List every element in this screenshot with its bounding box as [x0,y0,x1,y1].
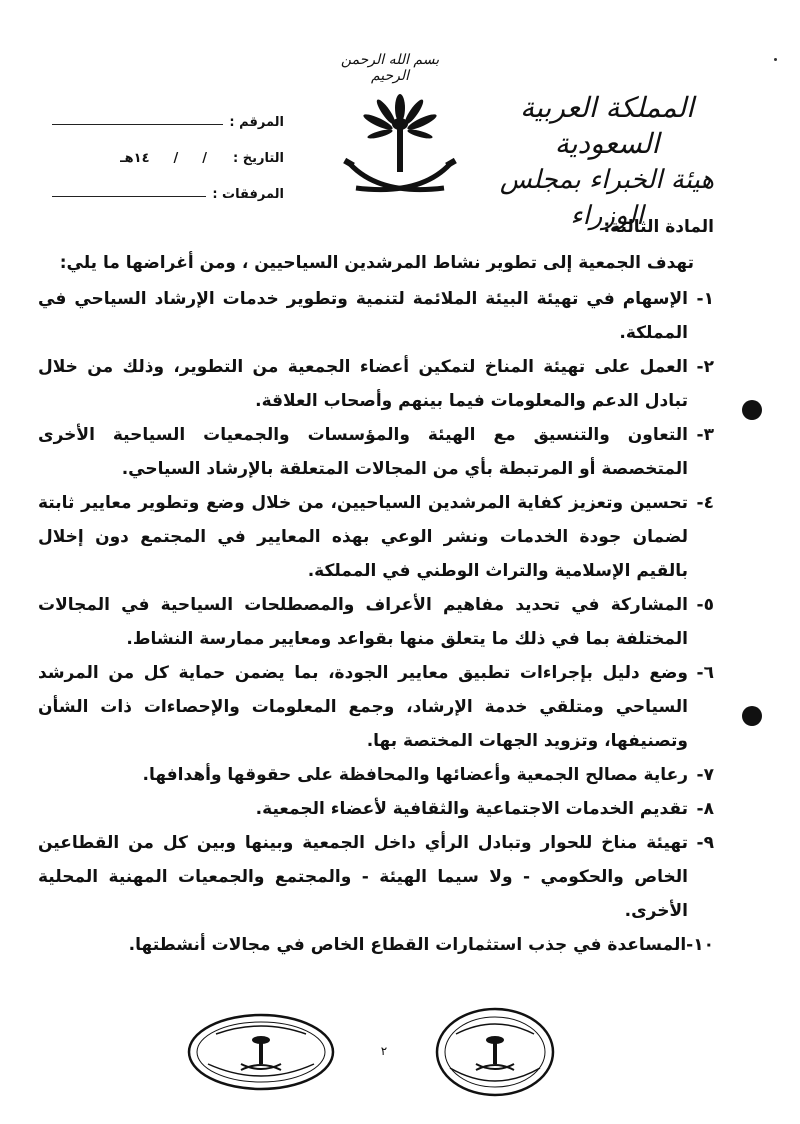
list-item [38,588,714,656]
item-text: المشاركة في تحديد مفاهيم الأعراف والمصطلحات السياحية في المجالات المختلفة بما في ذلك ما يتعلق منها بقواعد ومعايير ممارسة النشاط. [38,595,688,649]
item-text: رعاية مصالح الجمعية وأعضائها والمحافظة على حقوقها وأهدافها. [142,765,688,785]
date-separator: / [202,151,208,166]
attachments-label: المرفقات : [212,187,284,202]
council-secretariat-seal-icon [434,1006,556,1098]
date-slots [120,151,227,166]
list-item [38,758,714,792]
reference-label: المرقم : [229,115,284,130]
basmala: بسم الله الرحمن الرحيم [340,52,440,84]
experts-commission-seal-icon [186,1012,336,1092]
item-text: المساعدة في جذب استثمارات القطاع الخاص في مجالات أنشطتها. [128,935,687,955]
list-item [38,350,714,418]
item-number: ٨- [696,799,714,819]
item-number: ١٠- [686,935,714,955]
list-item [38,486,714,588]
reference-row [52,94,284,130]
date-label: التاريخ : [233,151,284,166]
item-number: ٧- [696,765,714,785]
attachments-row [52,166,284,202]
authority-name: هيئة الخبراء بمجلس الوزراء [499,165,715,231]
item-text: وضع دليل بإجراءات تطبيق معايير الجودة، بما يضمن حماية كل من المرشد السياحي ومتلقي خدمة الإرشاد، وجمع المعلومات والإحصاءات ذات الشأن وتصنيفها، وتزويد الجهات المختصة بها. [38,663,688,751]
page-number: ٢ [380,1044,388,1058]
list-item [38,656,714,758]
kingdom-name: المملكة العربية السعودية [520,91,694,160]
item-text: تحسين وتعزيز كفاية المرشدين السياحيين، من خلال وضع وتطوير معايير ثابتة لضمان جودة الخدمات ونشر الوعي بهذه المعايير في المجتمع دون إخلال بالقيم الإسلامية والتراث الوطني في المملكة. [38,493,688,581]
date-hijri-suffix: ١٤هـ [120,151,150,166]
list-item [38,826,714,928]
article-intro: تهدف الجمعية إلى تطوير نشاط المرشدين السياحيين ، ومن أغراضها ما يلي: [59,253,694,273]
item-text: الإسهام في تهيئة البيئة الملائمة لتنمية وتطوير خدمات الإرشاد السياحي في المملكة. [38,289,688,343]
item-text: التعاون والتنسيق مع الهيئة والمؤسسات والجمعيات السياحية الأخرى المتخصصة أو المرتبطة بأي من المجالات المتعلقة بالإرشاد السياحي. [38,425,688,479]
date-separator: / [173,151,179,166]
item-number: ٤- [696,493,714,513]
article-title: المادة الثالثة: [603,217,714,237]
item-text: تقديم الخدمات الاجتماعية والثقافية لأعضاء الجمعية. [255,799,688,819]
list-item [38,418,714,486]
item-number: ٣- [696,425,714,445]
list-item [38,282,714,350]
reference-line [52,123,223,125]
item-text: تهيئة مناخ للحوار وتبادل الرأي داخل الجمعية وبينها وبين كل من القطاعين الخاص والحكومي - ولا سيما الهيئة - والمجتمع والجمعيات المهنية المحلية الأخرى. [38,833,688,921]
list-item [38,928,714,962]
item-number: ٩- [696,833,714,853]
item-text: العمل على تهيئة المناخ لتمكين أعضاء الجمعية من التطوير، وذلك من خلال تبادل الدعم والمعلومات فيما بينهم وأصحاب العلاقة. [38,357,688,411]
date-row [52,130,284,166]
objectives-list [38,282,714,962]
reference-block [52,94,284,202]
document-body [38,214,714,962]
palm-swords-emblem-icon [340,88,460,206]
attachments-line [52,195,206,197]
scan-speck [774,58,777,61]
punch-hole [742,706,762,726]
item-number: ٥- [696,595,714,615]
list-item [38,792,714,826]
item-number: ٦- [696,663,714,683]
item-number: ١- [696,289,714,309]
government-header [482,90,732,234]
punch-hole [742,400,762,420]
item-number: ٢- [696,357,714,377]
